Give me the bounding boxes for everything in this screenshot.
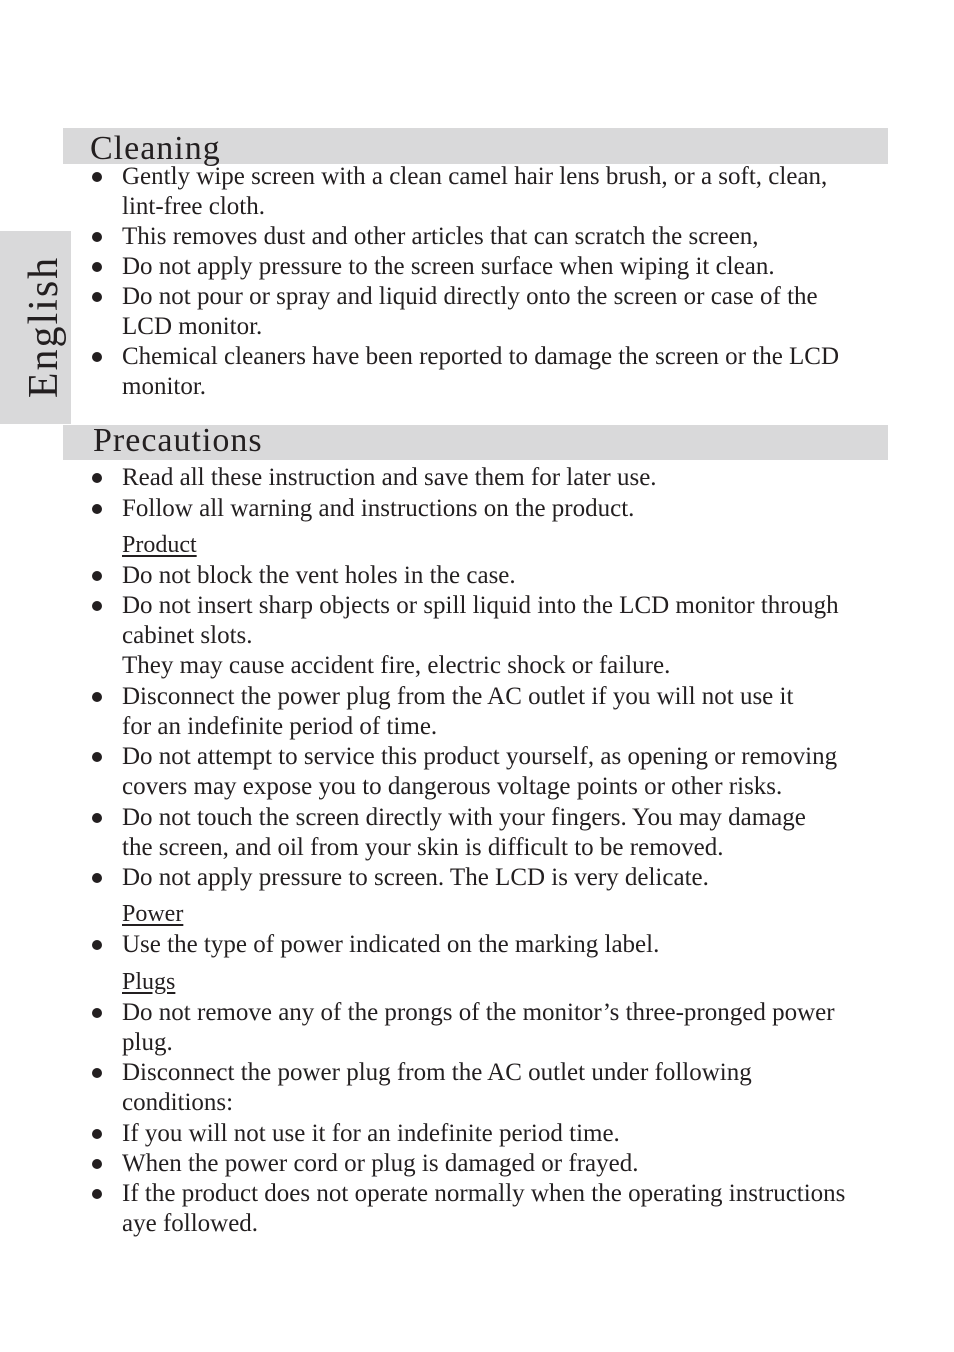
list-item-line: Disconnect the power plug from the AC outlet if you will not use it [122, 683, 794, 710]
list-item-line: plug. [122, 1029, 173, 1056]
list-item-line: Do not touch the screen directly with your fingers. You may damage [122, 804, 806, 831]
list-item-line: When the power cord or plug is damaged or frayed. [122, 1150, 639, 1177]
list-item-line: monitor. [122, 373, 207, 400]
cleaning-header-bar [63, 128, 888, 167]
bullet-icon [92, 172, 102, 182]
list-item-line: lint-free cloth. [122, 193, 265, 220]
bullet-icon [92, 1159, 102, 1169]
bullet-icon [92, 752, 102, 762]
list-item-line: Chemical cleaners have been reported to damage the screen or the LCD [122, 343, 840, 370]
list-item-line: for an indefinite period of time. [122, 713, 438, 740]
list-item-line: Gently wipe screen with a clean camel hair lens brush, or a soft, clean, [122, 163, 828, 190]
bullet-icon [92, 1129, 102, 1139]
list-item-line: Do not insert sharp objects or spill liquid into the LCD monitor through [122, 592, 839, 619]
bullet-icon [92, 262, 102, 272]
subsection-heading: Plugs [122, 969, 176, 995]
list-item-line: the screen, and oil from your skin is difficult to be removed. [122, 834, 724, 861]
list-item-line: aye followed. [122, 1210, 259, 1237]
list-item-line: Do not apply pressure to screen. The LCD is very delicate. [122, 864, 709, 891]
bullet-icon [92, 292, 102, 302]
language-tab-label: English [21, 255, 67, 399]
bullet-icon [92, 504, 102, 514]
list-item-line: Do not apply pressure to the screen surface when wiping it clean. [122, 253, 775, 280]
list-item-line: If you will not use it for an indefinite period time. [122, 1120, 620, 1147]
list-item-line: Use the type of power indicated on the marking label. [122, 931, 660, 958]
list-item-line: They may cause accident fire, electric shock or failure. [122, 652, 671, 679]
bullet-icon [92, 352, 102, 362]
list-item-line: Do not block the vent holes in the case. [122, 562, 516, 589]
list-item-line: Disconnect the power plug from the AC outlet under following [122, 1059, 752, 1086]
list-item-line: LCD monitor. [122, 313, 263, 340]
list-item-line: Do not pour or spray and liquid directly onto the screen or case of the [122, 283, 818, 310]
language-tab [0, 231, 71, 424]
precautions-header-bar [63, 422, 888, 460]
list-item-line: cabinet slots. [122, 622, 253, 649]
bullet-icon [92, 232, 102, 242]
precautions-title: Precautions [93, 422, 263, 459]
subsection-heading: Power [122, 901, 184, 927]
list-item-line: If the product does not operate normally when the operating instructions [122, 1180, 846, 1207]
subsection-heading: Product [122, 532, 197, 558]
bullet-icon [92, 1008, 102, 1018]
list-item-line: conditions: [122, 1089, 234, 1116]
bullet-icon [92, 1189, 102, 1199]
bullet-icon [92, 473, 102, 483]
list-item-line: Read all these instruction and save them for later use. [122, 464, 657, 491]
bullet-icon [92, 940, 102, 950]
list-item-line: Do not attempt to service this product yourself, as opening or removing [122, 743, 838, 770]
list-item-line: Follow all warning and instructions on the product. [122, 495, 635, 522]
bullet-icon [92, 1068, 102, 1078]
list-item-line: covers may expose you to dangerous voltage points or other risks. [122, 773, 783, 800]
cleaning-title: Cleaning [90, 130, 221, 167]
bullet-icon [92, 813, 102, 823]
list-item-line: This removes dust and other articles that can scratch the screen, [122, 223, 759, 250]
bullet-icon [92, 571, 102, 581]
bullet-icon [92, 601, 102, 611]
bullet-icon [92, 873, 102, 883]
list-item-line: Do not remove any of the prongs of the monitor’s three-pronged power [122, 999, 835, 1026]
bullet-icon [92, 692, 102, 702]
